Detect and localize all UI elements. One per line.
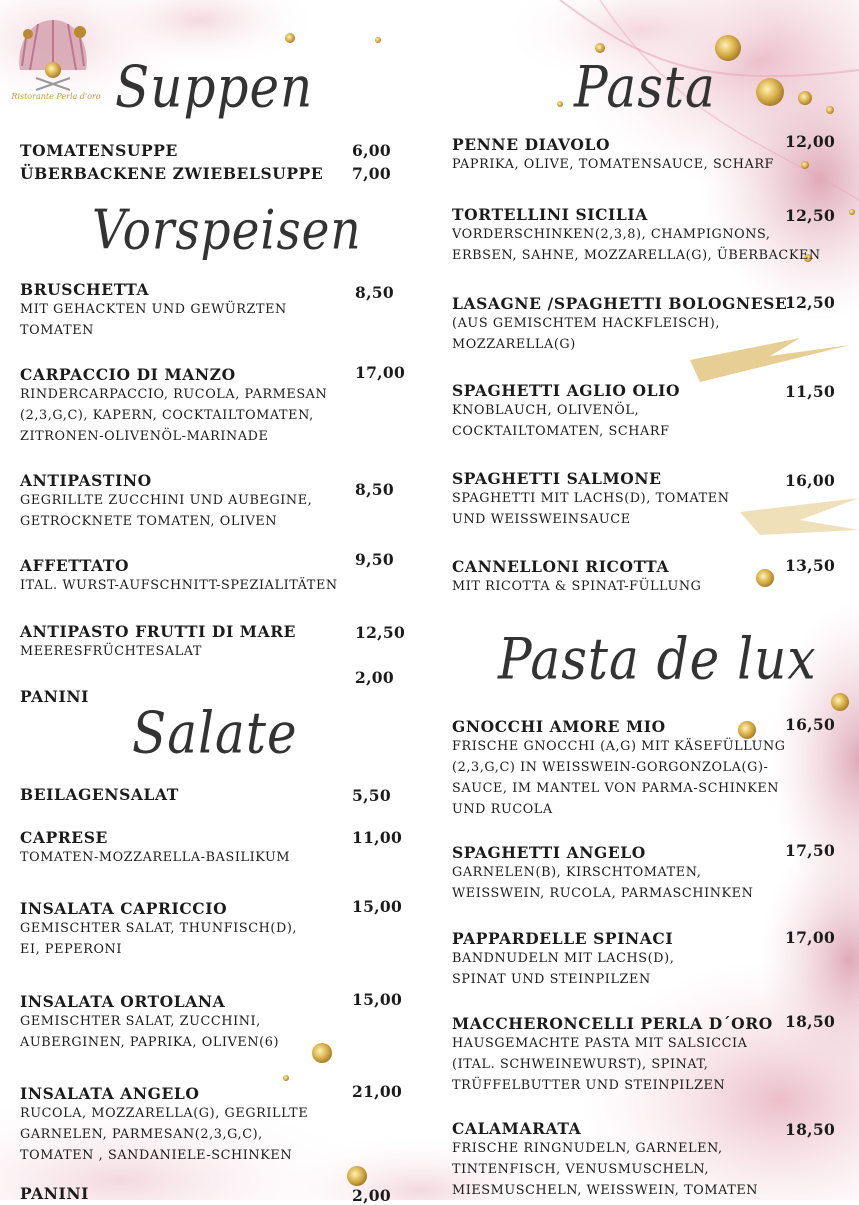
menu-item-price: 8,50 bbox=[355, 283, 394, 302]
menu-item-price: 12,50 bbox=[785, 293, 836, 312]
menu-item-description: TRÜFFELBUTTER UND STEINPILZEN bbox=[452, 1078, 726, 1093]
menu-item-antipastino bbox=[20, 471, 312, 532]
menu-item-price: 2,00 bbox=[355, 668, 394, 687]
menu-item-spaghetti-aglio-olio bbox=[452, 381, 680, 442]
heading-suppen: Suppen bbox=[115, 53, 314, 121]
menu-item-name: ANTIPASTO FRUTTI DI MARE bbox=[20, 622, 297, 641]
menu-item-description: RUCOLA, MOZZARELLA(G), GEGRILLTE bbox=[20, 1106, 309, 1121]
menu-item-price: 17,50 bbox=[785, 841, 836, 860]
menu-item-panini bbox=[20, 1184, 89, 1203]
menu-item-description: UND RUCOLA bbox=[452, 802, 553, 817]
heading-pasta: Pasta bbox=[574, 53, 716, 121]
menu-item-price: 12,50 bbox=[355, 623, 406, 642]
menu-item-price: 13,50 bbox=[785, 556, 836, 575]
menu-item-price: 16,50 bbox=[785, 715, 836, 734]
menu-item-description: (2,3,G,C), KAPERN, COCKTAILTOMATEN, bbox=[20, 408, 314, 423]
menu-item-description: MIT GEHACKTEN UND GEWÜRZTEN bbox=[20, 302, 287, 317]
menu-item-name: TOMATENSUPPE bbox=[20, 141, 178, 160]
heading-salate: Salate bbox=[132, 699, 298, 767]
menu-item-spaghetti-salmone bbox=[452, 469, 730, 530]
menu-item-pappardelle-spinaci bbox=[452, 929, 674, 990]
menu-item-price: 17,00 bbox=[785, 928, 836, 947]
menu-item-price: 17,00 bbox=[355, 363, 406, 382]
menu-item-carpaccio-di-manzo bbox=[20, 365, 327, 447]
menu-item-description: SPAGHETTI MIT LACHS(D), TOMATEN bbox=[452, 491, 730, 506]
menu-item-price: 11,00 bbox=[352, 828, 403, 847]
menu-item-panini bbox=[20, 687, 89, 706]
menu-item-name: INSALATA ANGELO bbox=[20, 1084, 200, 1103]
menu-item-description: AUBERGINEN, PAPRIKA, OLIVEN(6) bbox=[20, 1035, 280, 1050]
menu-item-description: ZITRONEN-OLIVENÖL-MARINADE bbox=[20, 429, 269, 444]
menu-item-price: 7,00 bbox=[352, 164, 391, 183]
menu-item-description: ERBSEN, SAHNE, MOZZARELLA(G), ÜBERBACKEN bbox=[452, 248, 821, 263]
menu-item-price: 12,00 bbox=[785, 132, 836, 151]
menu-item-description: TOMATEN , SANDANIELE-SCHINKEN bbox=[20, 1148, 293, 1163]
menu-item-description: MIESMUSCHELN, WEISSWEIN, TOMATEN bbox=[452, 1183, 759, 1198]
menu-item-name: INSALATA ORTOLANA bbox=[20, 992, 226, 1011]
menu-item-description: SPINAT UND STEINPILZEN bbox=[452, 972, 651, 987]
menu-item-maccheroncelli-perla-d-oro bbox=[452, 1014, 773, 1096]
menu-item-name: SPAGHETTI ANGELO bbox=[452, 843, 646, 862]
menu-item-price: 5,50 bbox=[352, 786, 391, 805]
restaurant-logo bbox=[8, 8, 101, 108]
menu-item-affettato bbox=[20, 556, 338, 596]
menu-item-name: ANTIPASTINO bbox=[20, 471, 152, 490]
menu-item-name: ÜBERBACKENE ZWIEBELSUPPE bbox=[20, 164, 324, 183]
menu-item-name: CARPACCIO DI MANZO bbox=[20, 365, 236, 384]
menu-item-name: CALAMARATA bbox=[452, 1119, 582, 1138]
menu-item-description: EI, PEPERONI bbox=[20, 942, 123, 957]
menu-item-price: 15,00 bbox=[352, 897, 403, 916]
menu-item-price: 15,00 bbox=[352, 990, 403, 1009]
menu-item-cannelloni-ricotta bbox=[452, 557, 701, 597]
menu-item-caprese bbox=[20, 828, 290, 868]
menu-item-description: GEMISCHTER SALAT, THUNFISCH(D), bbox=[20, 921, 298, 936]
menu-item-description: (2,3,G,C) IN WEISSWEIN-GORGONZOLA(G)- bbox=[452, 760, 769, 775]
menu-item-spaghetti-angelo bbox=[452, 843, 753, 904]
menu-item-description: ITAL. WURST-AUFSCHNITT-SPEZIALITÄTEN bbox=[20, 578, 338, 593]
menu-item-price: 12,50 bbox=[785, 206, 836, 225]
menu-item-description: KNOBLAUCH, OLIVENÖL, bbox=[452, 403, 640, 418]
menu-item-name: BEILAGENSALAT bbox=[20, 785, 179, 804]
menu-item-u-berbackene-zwiebelsuppe bbox=[20, 164, 323, 183]
menu-item-description: HAUSGEMACHTE PASTA MIT SALSICCIA bbox=[452, 1036, 748, 1051]
menu-item-name: PANINI bbox=[20, 687, 89, 706]
menu-item-name: CANNELLONI RICOTTA bbox=[452, 557, 670, 576]
menu-item-price: 18,50 bbox=[785, 1120, 836, 1139]
menu-item-bruschetta bbox=[20, 280, 287, 341]
menu-item-description: FRISCHE RINGNUDELN, GARNELEN, bbox=[452, 1141, 723, 1156]
menu-item-price: 11,50 bbox=[785, 382, 836, 401]
menu-item-beilagensalat bbox=[20, 785, 179, 804]
menu-item-description: PAPRIKA, OLIVE, TOMATENSAUCE, SCHARF bbox=[452, 157, 775, 172]
menu-item-name: GNOCCHI AMORE MIO bbox=[452, 717, 666, 736]
menu-item-price: 9,50 bbox=[355, 550, 394, 569]
menu-item-name: INSALATA CAPRICCIO bbox=[20, 899, 228, 918]
menu-item-tortellini-sicilia bbox=[452, 205, 821, 266]
menu-item-name: TORTELLINI SICILIA bbox=[452, 205, 648, 224]
menu-item-price: 18,50 bbox=[785, 1012, 836, 1031]
menu-item-price: 21,00 bbox=[352, 1082, 403, 1101]
menu-item-name: MACCHERONCELLI PERLA D´ORO bbox=[452, 1014, 773, 1033]
menu-item-antipasto-frutti-di-mare bbox=[20, 622, 296, 662]
menu-item-description: TINTENFISCH, VENUSMUSCHELN, bbox=[452, 1162, 710, 1177]
menu-item-price: 8,50 bbox=[355, 480, 394, 499]
menu-item-description: GEMISCHTER SALAT, ZUCCHINI, bbox=[20, 1014, 261, 1029]
menu-item-insalata-angelo bbox=[20, 1084, 308, 1166]
menu-item-name: AFFETTATO bbox=[20, 556, 130, 575]
menu-item-description: COCKTAILTOMATEN, SCHARF bbox=[452, 424, 670, 439]
menu-item-description: MEERESFRÜCHTESALAT bbox=[20, 644, 203, 659]
menu-item-description: TOMATEN-MOZZARELLA-BASILIKUM bbox=[20, 850, 291, 865]
menu-item-name: PANINI bbox=[20, 1184, 89, 1203]
menu-item-description: BANDNUDELN MIT LACHS(D), bbox=[452, 951, 675, 966]
menu-item-description: GEGRILLTE ZUCCHINI UND AUBEGINE, bbox=[20, 493, 313, 508]
menu-item-description: GARNELEN, PARMESAN(2,3,G,C), bbox=[20, 1127, 263, 1142]
menu-item-name: LASAGNE /SPAGHETTI BOLOGNESE bbox=[452, 294, 788, 313]
menu-item-name: PENNE DIAVOLO bbox=[452, 135, 611, 154]
heading-pasta-de-lux: Pasta de lux bbox=[498, 625, 817, 693]
menu-item-description: VORDERSCHINKEN(2,3,8), CHAMPIGNONS, bbox=[452, 227, 771, 242]
menu-item-insalata-ortolana bbox=[20, 992, 279, 1053]
menu-item-description: FRISCHE GNOCCHI (A,G) MIT KÄSEFÜLLUNG bbox=[452, 739, 786, 754]
menu-item-description: WEISSWEIN, RUCOLA, PARMASCHINKEN bbox=[452, 886, 754, 901]
menu-item-name: SPAGHETTI SALMONE bbox=[452, 469, 662, 488]
menu-item-name: BRUSCHETTA bbox=[20, 280, 150, 299]
menu-item-description: TOMATEN bbox=[20, 323, 94, 338]
menu-item-description: GARNELEN(B), KIRSCHTOMATEN, bbox=[452, 865, 702, 880]
menu-item-tomatensuppe bbox=[20, 141, 178, 160]
menu-item-description: UND WEISSWEINSAUCE bbox=[452, 512, 631, 527]
menu-item-price: 2,00 bbox=[352, 1186, 391, 1205]
menu-item-description: RINDERCARPACCIO, RUCOLA, PARMESAN bbox=[20, 387, 328, 402]
menu-item-price: 16,00 bbox=[785, 471, 836, 490]
menu-item-name: PAPPARDELLE SPINACI bbox=[452, 929, 674, 948]
menu-item-penne-diavolo bbox=[452, 135, 774, 175]
menu-item-gnocchi-amore-mio bbox=[452, 717, 786, 820]
menu-item-description: SAUCE, IM MANTEL VON PARMA-SCHINKEN bbox=[452, 781, 780, 796]
menu-item-description: (AUS GEMISCHTEM HACKFLEISCH), bbox=[452, 316, 721, 331]
logo-text: Ristorante Perla d'oro bbox=[11, 92, 101, 101]
menu-item-calamarata bbox=[452, 1119, 758, 1201]
menu-item-description: MOZZARELLA(G) bbox=[452, 337, 576, 352]
menu-item-description: MIT RICOTTA & SPINAT-FÜLLUNG bbox=[452, 579, 702, 594]
menu-item-insalata-capriccio bbox=[20, 899, 297, 960]
menu-item-lasagne-spaghetti-bolognese bbox=[452, 294, 787, 355]
menu-item-price: 6,00 bbox=[352, 141, 391, 160]
menu-item-description: (ITAL. SCHWEINEWURST), SPINAT, bbox=[452, 1057, 709, 1072]
menu-item-name: SPAGHETTI AGLIO OLIO bbox=[452, 381, 681, 400]
heading-vorspeisen: Vorspeisen bbox=[92, 198, 362, 263]
menu-item-description: GETROCKNETE TOMATEN, OLIVEN bbox=[20, 514, 278, 529]
menu-item-name: CAPRESE bbox=[20, 828, 108, 847]
shell-logo-icon bbox=[8, 8, 98, 92]
